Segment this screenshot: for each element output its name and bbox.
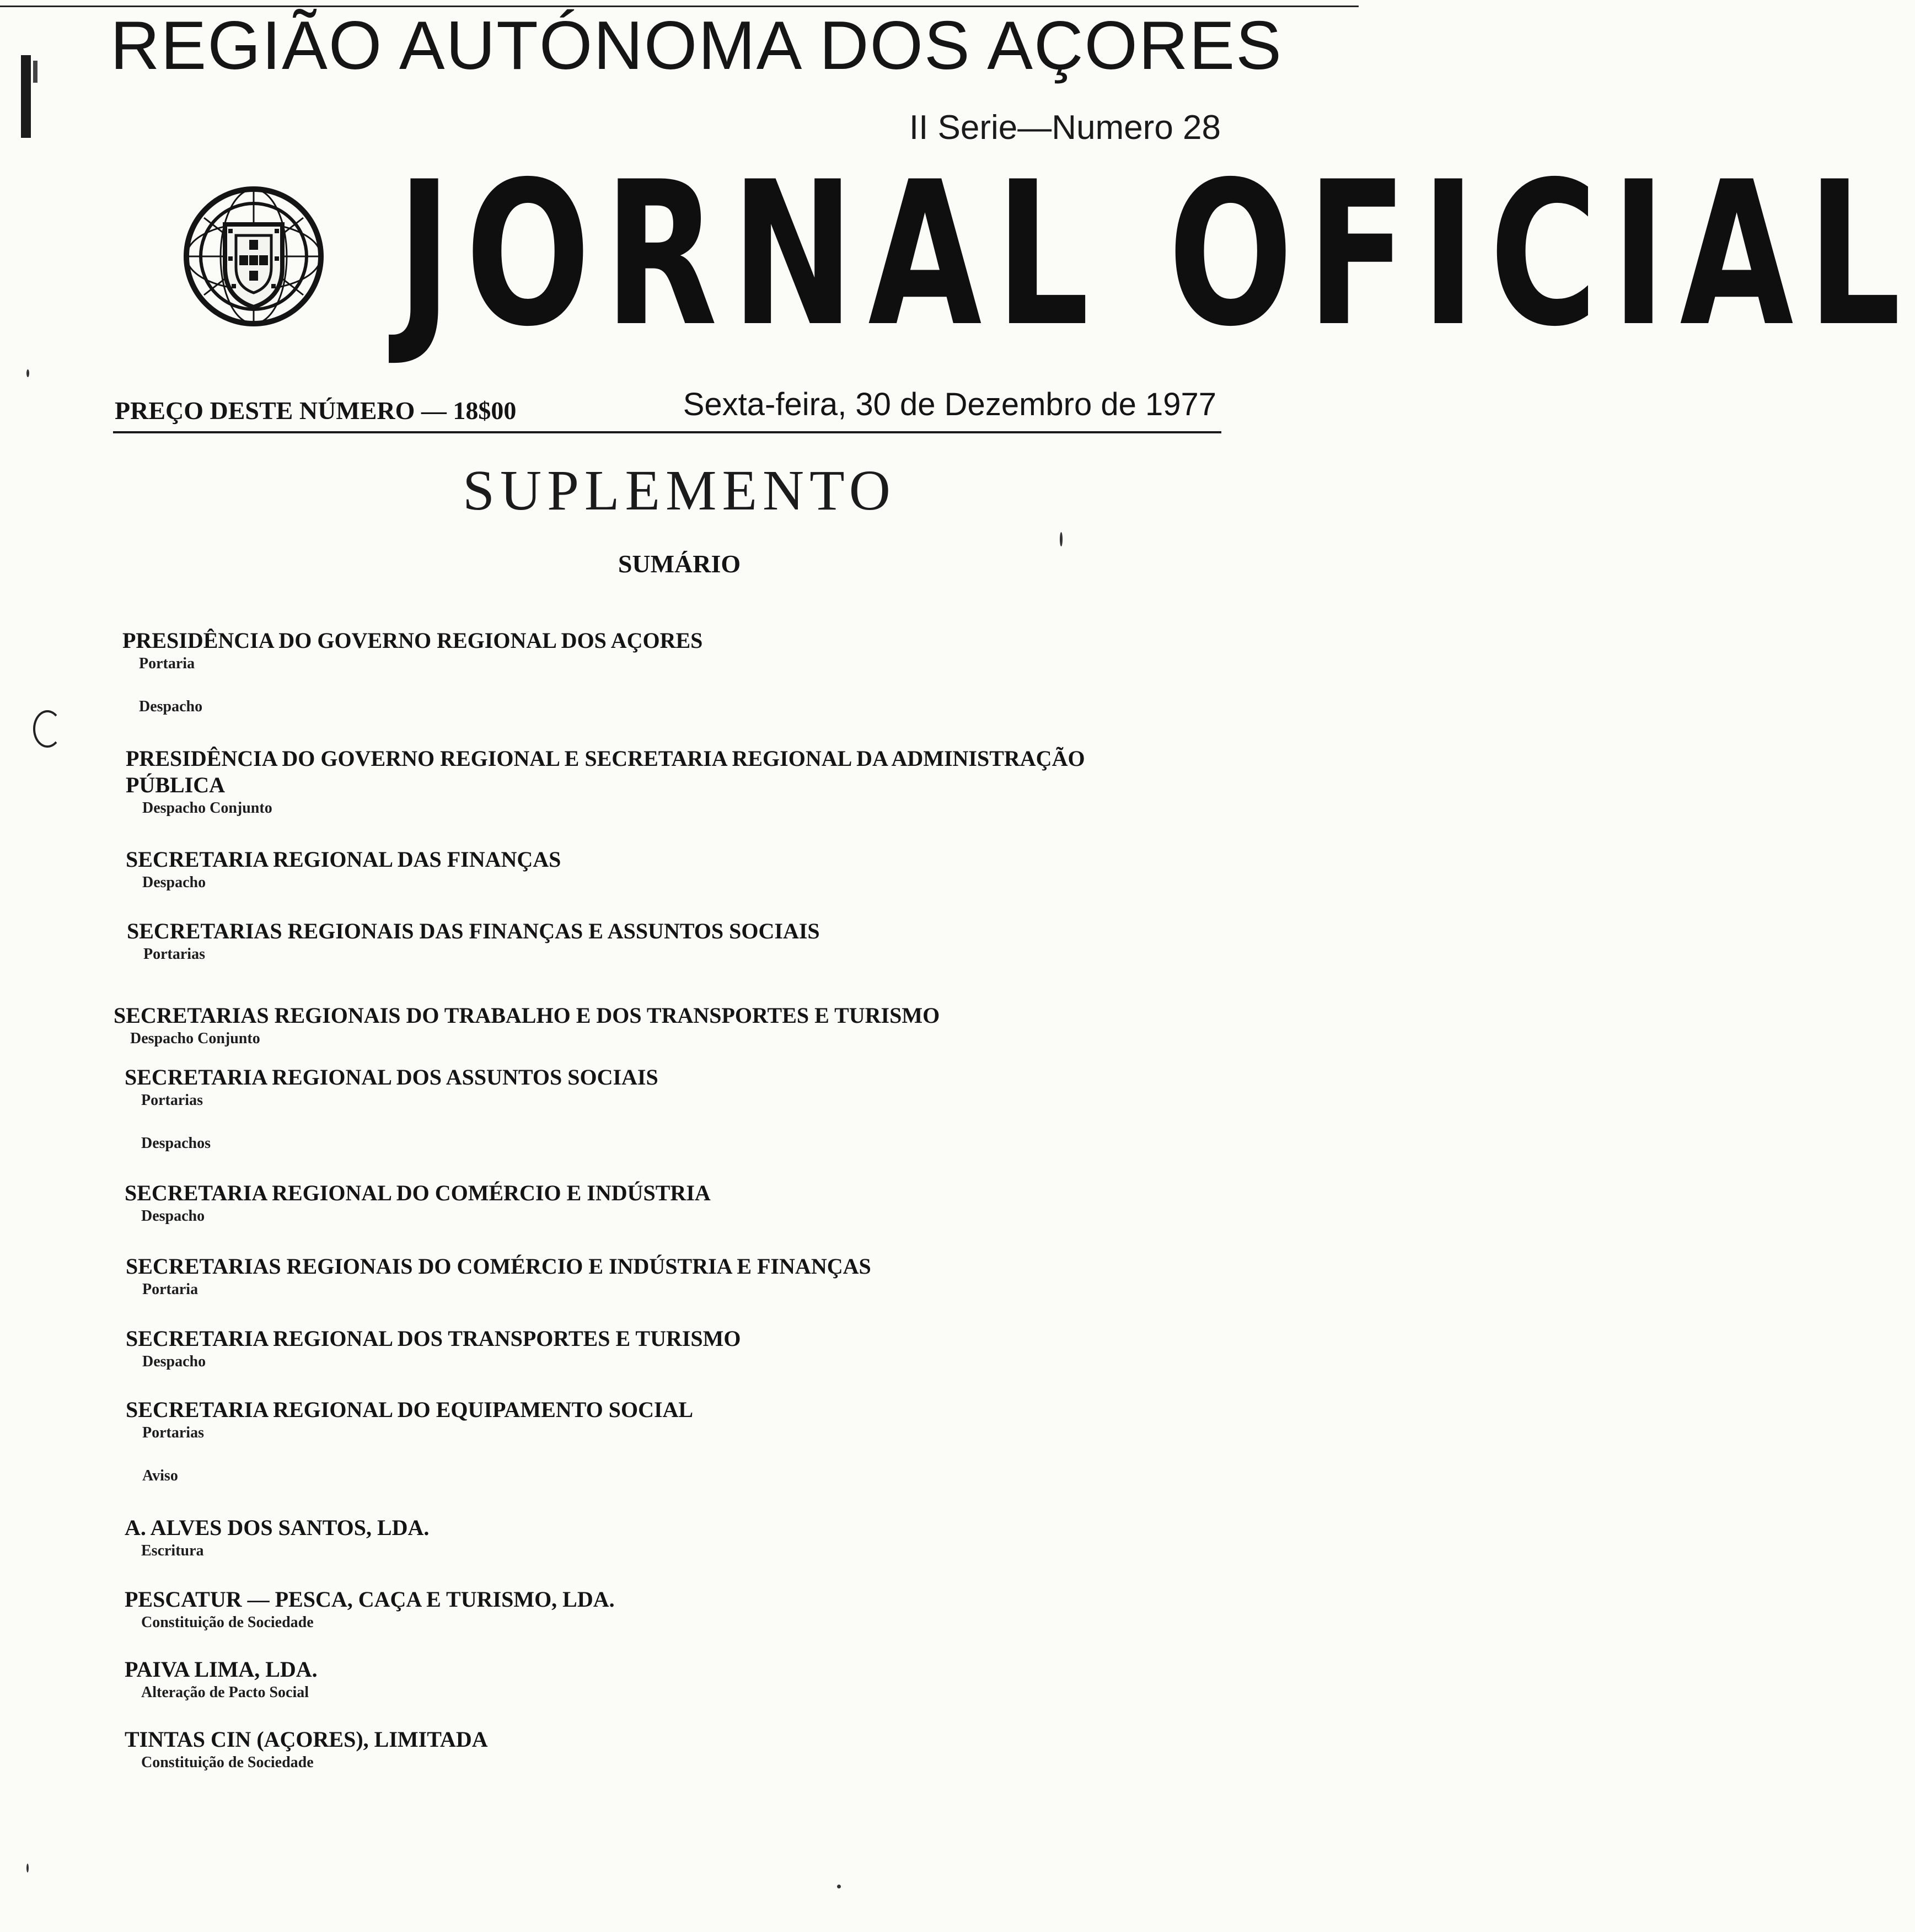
entry-title: SECRETARIA REGIONAL DAS FINANÇAS bbox=[126, 847, 561, 872]
entry-title: A. ALVES DOS SANTOS, LDA. bbox=[125, 1515, 430, 1540]
summary-entry bbox=[125, 1726, 1117, 1773]
entry-subtitle: Portarias bbox=[143, 946, 205, 963]
entry-subtitle: Portarias bbox=[141, 1092, 203, 1109]
supplement-heading: SUPLEMENTO bbox=[463, 459, 896, 522]
summary-entry bbox=[125, 1180, 1117, 1226]
summary-entry bbox=[126, 1325, 1118, 1372]
entry-title: PAIVA LIMA, LDA. bbox=[125, 1657, 318, 1682]
summary-entry bbox=[122, 627, 1115, 717]
entry-subtitle: Aviso bbox=[142, 1467, 178, 1484]
entry-title: PRESIDÊNCIA DO GOVERNO REGIONAL E SECRETARIA REGIONAL DA ADMINISTRAÇÃO PÚBLICA bbox=[126, 746, 1085, 797]
summary-entry bbox=[126, 1397, 1118, 1486]
entry-subtitle: Despacho bbox=[139, 698, 203, 715]
region-title: REGIÃO AUTÓNOMA DOS AÇORES bbox=[110, 8, 1283, 84]
entry-subtitle: Despacho bbox=[141, 1208, 205, 1225]
entry-title: SECRETARIAS REGIONAIS DO COMÉRCIO E INDÚSTRIA E FINANÇAS bbox=[126, 1254, 871, 1279]
entry-subtitle: Constituição de Sociedade bbox=[141, 1754, 314, 1771]
summary-entry bbox=[114, 1002, 1106, 1049]
speck bbox=[837, 1885, 841, 1888]
entry-subtitle: Constituição de Sociedade bbox=[141, 1614, 314, 1631]
entry-subtitle: Portaria bbox=[142, 1281, 199, 1298]
entry-subtitle: Despacho Conjunto bbox=[142, 799, 272, 817]
summary-entry bbox=[126, 745, 1118, 818]
entry-subtitle: Escritura bbox=[141, 1542, 204, 1559]
summary-entry bbox=[126, 846, 1118, 893]
entry-title: SECRETARIAS REGIONAIS DAS FINANÇAS E ASSUNTOS SOCIAIS bbox=[127, 919, 820, 943]
entry-title: SECRETARIA REGIONAL DOS ASSUNTOS SOCIAIS bbox=[125, 1065, 658, 1090]
entry-title: PRESIDÊNCIA DO GOVERNO REGIONAL DOS AÇORES bbox=[122, 628, 703, 653]
summary-entry bbox=[125, 1515, 1117, 1561]
entry-subtitle: Alteração de Pacto Social bbox=[141, 1684, 309, 1701]
entry-title: TINTAS CIN (AÇORES), LIMITADA bbox=[125, 1727, 488, 1752]
price: PREÇO DESTE NÚMERO — 18$00 bbox=[115, 396, 517, 425]
summary-heading: SUMÁRIO bbox=[618, 550, 741, 578]
issue-date: Sexta-feira, 30 de Dezembro de 1977 bbox=[683, 387, 1216, 422]
entry-title: SECRETARIA REGIONAL DO EQUIPAMENTO SOCIAL bbox=[126, 1397, 694, 1422]
entry-title: SECRETARIA REGIONAL DOS TRANSPORTES E TURISMO bbox=[126, 1326, 741, 1351]
summary-entry bbox=[126, 1253, 1118, 1300]
entry-title: SECRETARIAS REGIONAIS DO TRABALHO E DOS TRANSPORTES E TURISMO bbox=[114, 1003, 940, 1028]
entry-title: SECRETARIA REGIONAL DO COMÉRCIO E INDÚSTRIA bbox=[125, 1180, 711, 1205]
summary-entry bbox=[125, 1586, 1117, 1633]
entry-subtitle: Despacho bbox=[142, 874, 206, 891]
summary-entry bbox=[125, 1064, 1117, 1153]
journal-title: JORNAL OFICIAL bbox=[397, 139, 1915, 370]
speck bbox=[1060, 532, 1063, 546]
entry-subtitle: Despachos bbox=[141, 1135, 211, 1152]
serie-number: II Serie—Numero 28 bbox=[909, 109, 1221, 147]
entry-subtitle: Portaria bbox=[139, 655, 195, 672]
entry-subtitle: Despacho bbox=[142, 1353, 206, 1370]
entry-subtitle: Despacho Conjunto bbox=[130, 1030, 260, 1047]
speck bbox=[26, 369, 29, 377]
summary-entry bbox=[125, 1656, 1117, 1703]
summary-entry bbox=[127, 918, 1119, 964]
entry-title: PESCATUR — PESCA, CAÇA E TURISMO, LDA. bbox=[125, 1587, 615, 1612]
entry-subtitle: Portarias bbox=[142, 1424, 204, 1441]
margin-mark bbox=[33, 710, 62, 748]
speck bbox=[26, 1864, 29, 1872]
